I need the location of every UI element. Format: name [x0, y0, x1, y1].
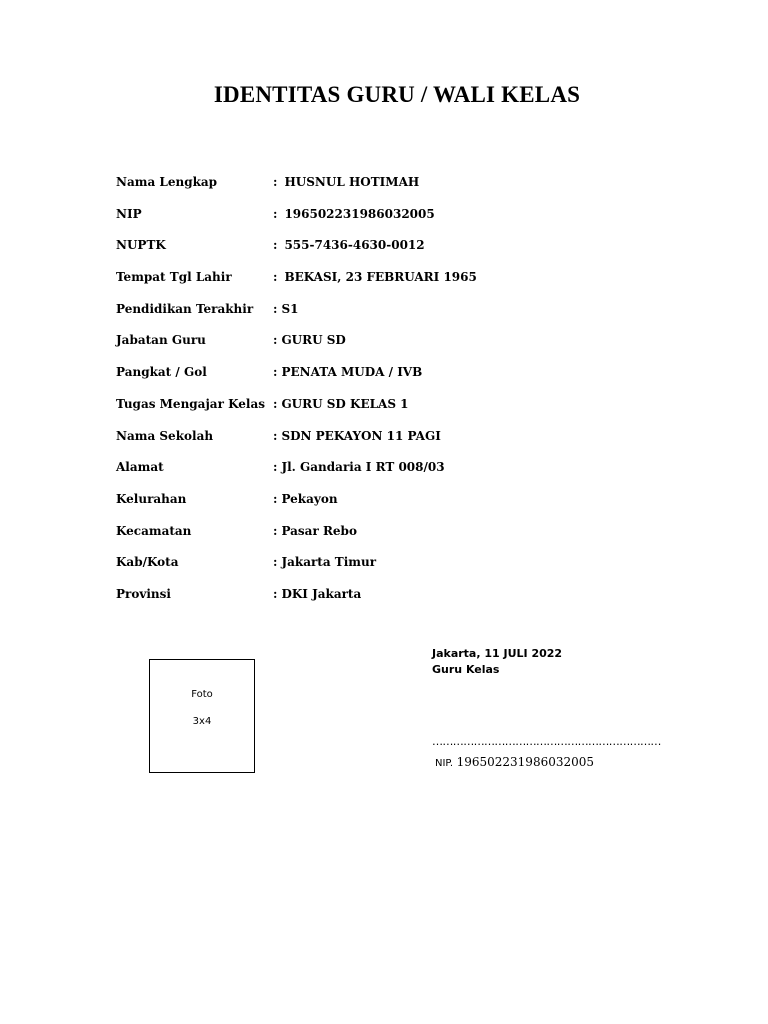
- field-label: Tempat Tgl Lahir: [116, 270, 232, 285]
- field-value: Jl. Gandaria I RT 008/03: [281, 460, 445, 475]
- field-colon: :: [273, 523, 278, 538]
- field-label: Kelurahan: [116, 491, 187, 506]
- field-colon: :: [273, 238, 278, 253]
- photo-label: Foto: [191, 689, 213, 700]
- field-row-provinsi: [116, 586, 676, 618]
- field-label: Pendidikan Terakhir: [116, 301, 254, 316]
- place-date: Jakarta, 11 JULI 2022: [432, 647, 563, 660]
- field-row-pendidikan-terakhir: [116, 301, 676, 333]
- field-value: HUSNUL HOTIMAH: [284, 175, 420, 189]
- field-value: S1: [281, 301, 299, 316]
- field-value: GURU SD: [281, 333, 346, 348]
- field-colon: :: [273, 491, 278, 506]
- field-value: Pekayon: [281, 491, 338, 506]
- field-label: Tugas Mengajar Kelas: [116, 396, 265, 411]
- identity-fields: [116, 174, 676, 618]
- field-colon: :: [273, 460, 278, 475]
- field-label: Kab/Kota: [116, 555, 179, 570]
- field-label: Jabatan Guru: [116, 333, 206, 348]
- field-label: Kecamatan: [116, 523, 192, 538]
- field-colon: :: [273, 586, 278, 601]
- field-row-pangkat-gol: [116, 364, 676, 396]
- field-label: Provinsi: [116, 586, 171, 601]
- field-row-alamat: [116, 459, 676, 491]
- document-title: IDENTITAS GURU / WALI KELAS: [213, 82, 581, 107]
- field-colon: :: [273, 428, 278, 443]
- field-row-tugas-mengajar-kelas: [116, 396, 676, 428]
- field-label: Alamat: [116, 460, 164, 475]
- signatory-nip: [435, 755, 594, 769]
- field-colon: :: [273, 555, 278, 570]
- field-colon: :: [273, 333, 278, 348]
- field-colon: :: [273, 206, 278, 221]
- field-label: Pangkat / Gol: [116, 365, 207, 380]
- field-row-kecamatan: [116, 523, 676, 555]
- field-value: 555-7436-4630-0012: [284, 238, 425, 253]
- nip-label: NIP.: [435, 758, 454, 769]
- field-label: Nama Sekolah: [116, 428, 214, 443]
- field-value: Pasar Rebo: [281, 523, 357, 538]
- field-row-nama-sekolah: [116, 428, 676, 460]
- field-label: Nama Lengkap: [116, 175, 218, 189]
- signature-line: …………………………………………………………: [432, 735, 661, 748]
- field-row-nuptk: [116, 237, 676, 269]
- nip-value: 196502231986032005: [456, 755, 595, 769]
- field-label: NIP: [116, 206, 142, 221]
- field-value: Jakarta Timur: [281, 555, 377, 570]
- photo-placeholder: [149, 659, 255, 773]
- field-colon: :: [273, 270, 278, 285]
- field-label: NUPTK: [116, 238, 166, 253]
- field-row-jabatan-guru: [116, 332, 676, 364]
- field-value: GURU SD KELAS 1: [281, 396, 409, 411]
- field-row-nama-lengkap: [116, 174, 676, 206]
- field-value: PENATA MUDA / IVB: [281, 365, 423, 380]
- field-colon: :: [273, 365, 278, 380]
- field-value: SDN PEKAYON 11 PAGI: [281, 428, 441, 443]
- field-row-nip: [116, 206, 676, 238]
- field-value: BEKASI, 23 FEBRUARI 1965: [284, 270, 477, 285]
- field-row-kab-kota: [116, 554, 676, 586]
- field-row-kelurahan: [116, 491, 676, 523]
- field-colon: :: [273, 175, 278, 189]
- field-row-tempat-tgl-lahir: [116, 269, 676, 301]
- field-value: 196502231986032005: [284, 206, 435, 221]
- signatory-role: Guru Kelas: [432, 663, 500, 676]
- photo-size: 3x4: [192, 716, 212, 727]
- field-colon: :: [273, 396, 278, 411]
- field-colon: :: [273, 301, 278, 316]
- field-value: DKI Jakarta: [281, 586, 362, 601]
